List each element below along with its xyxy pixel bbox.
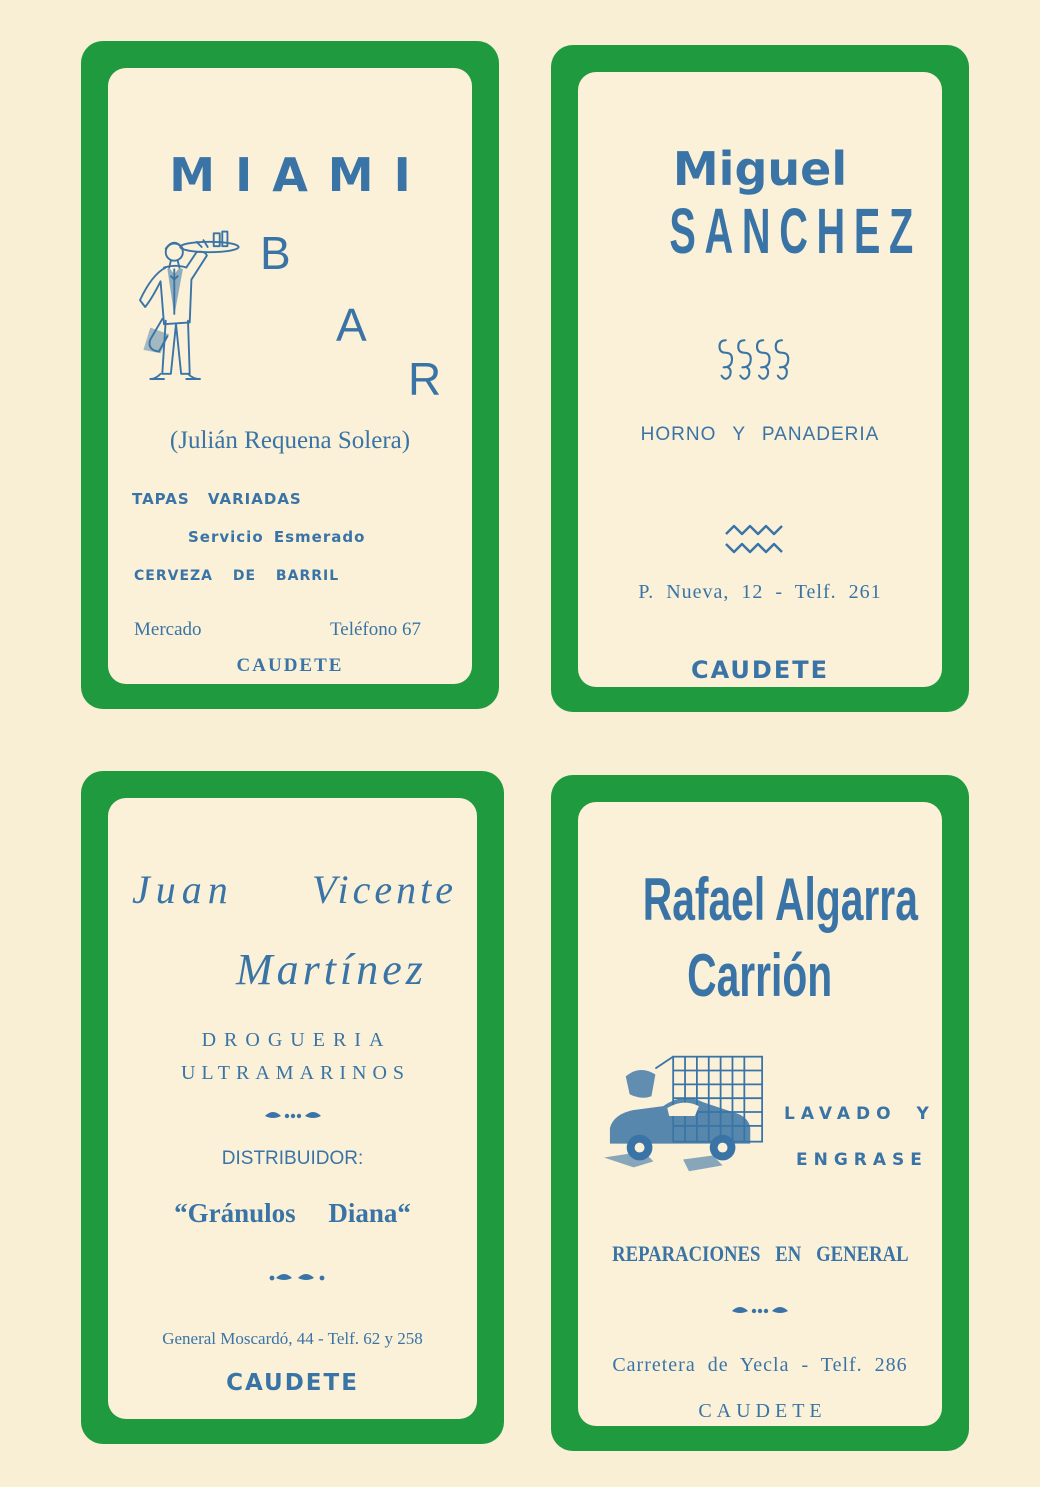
bar-letter-a: A [336, 299, 367, 351]
rafael-name-line1 [578, 866, 942, 933]
miguel-last-name [578, 195, 942, 267]
rafael-name-line2 [578, 942, 942, 1009]
miami-phone: Teléfono 67 [330, 619, 422, 640]
bar-letter-r: R [408, 353, 442, 405]
rafael-repairs-text: REPARACIONES EN GENERAL [611, 1241, 909, 1266]
miami-bar-panel [108, 68, 472, 684]
miami-location: Mercado [134, 619, 202, 640]
rafael-service-engrase: ENGRASE [796, 1150, 928, 1170]
miami-bar-ad [81, 41, 499, 709]
rafael-name-line2-text: Carrión [687, 942, 833, 1009]
car-garage-illustration [604, 1048, 772, 1178]
miguel-address: P. Nueva, 12 - Telf. 261 [638, 581, 882, 603]
miami-title: MIAMI [169, 148, 431, 202]
wave-dots-ornament-icon [263, 1109, 323, 1123]
miami-owner: (Julián Requena Solera) [169, 427, 411, 454]
miami-line-tapas: TAPAS VARIADAS [132, 490, 302, 508]
miguel-town: CAUDETE [690, 656, 830, 684]
juan-name-first: Juan [132, 867, 234, 912]
rafael-algarra-ad [551, 775, 969, 1451]
juan-business-ultramarinos: ULTRAMARINOS [180, 1062, 411, 1084]
rafael-name-line1-text: Rafael Algarra [642, 866, 918, 933]
rafael-repairs [578, 1243, 942, 1265]
wave-ornament-icon [722, 520, 790, 556]
miami-line-servicio: Servicio Esmerado [188, 528, 366, 546]
wave-dots-ornament-icon-3 [730, 1304, 790, 1318]
juan-address: General Moscardó, 44 - Telf. 62 y 258 [162, 1329, 423, 1348]
bar-letter-b: B [260, 227, 291, 279]
miguel-sanchez-ad [551, 45, 969, 712]
waiter-illustration [128, 218, 248, 408]
juan-vicente-ad [81, 771, 504, 1444]
rafael-service-lavado: LAVADO Y [784, 1104, 935, 1124]
rafael-town: CAUDETE [698, 1400, 827, 1422]
miguel-sanchez-panel [578, 72, 942, 687]
wave-dots-ornament-icon-2 [268, 1271, 328, 1285]
rafael-address: Carretera de Yecla - Telf. 286 [612, 1354, 908, 1376]
miami-line-cerveza: CERVEZA DE BARRIL [134, 568, 340, 584]
miguel-business: HORNO Y PANADERIA [640, 424, 880, 445]
juan-name-middle: Vicente [312, 867, 457, 912]
juan-business-drogueria: DROGUERIA [201, 1029, 392, 1051]
juan-product: “Gránulos Diana“ [174, 1198, 411, 1228]
juan-name-last: Martínez [236, 945, 427, 994]
miami-town: CAUDETE [236, 655, 344, 676]
miguel-first-name: Miguel [672, 142, 848, 196]
juan-distributor-label: DISTRIBUIDOR: [221, 1148, 364, 1169]
juan-town: CAUDETE [226, 1370, 359, 1396]
juan-vicente-panel [108, 798, 477, 1419]
rafael-algarra-panel [578, 802, 942, 1426]
scroll-ornament-icon [715, 334, 799, 384]
miguel-last-name-text: SANCHEZ [669, 195, 922, 267]
